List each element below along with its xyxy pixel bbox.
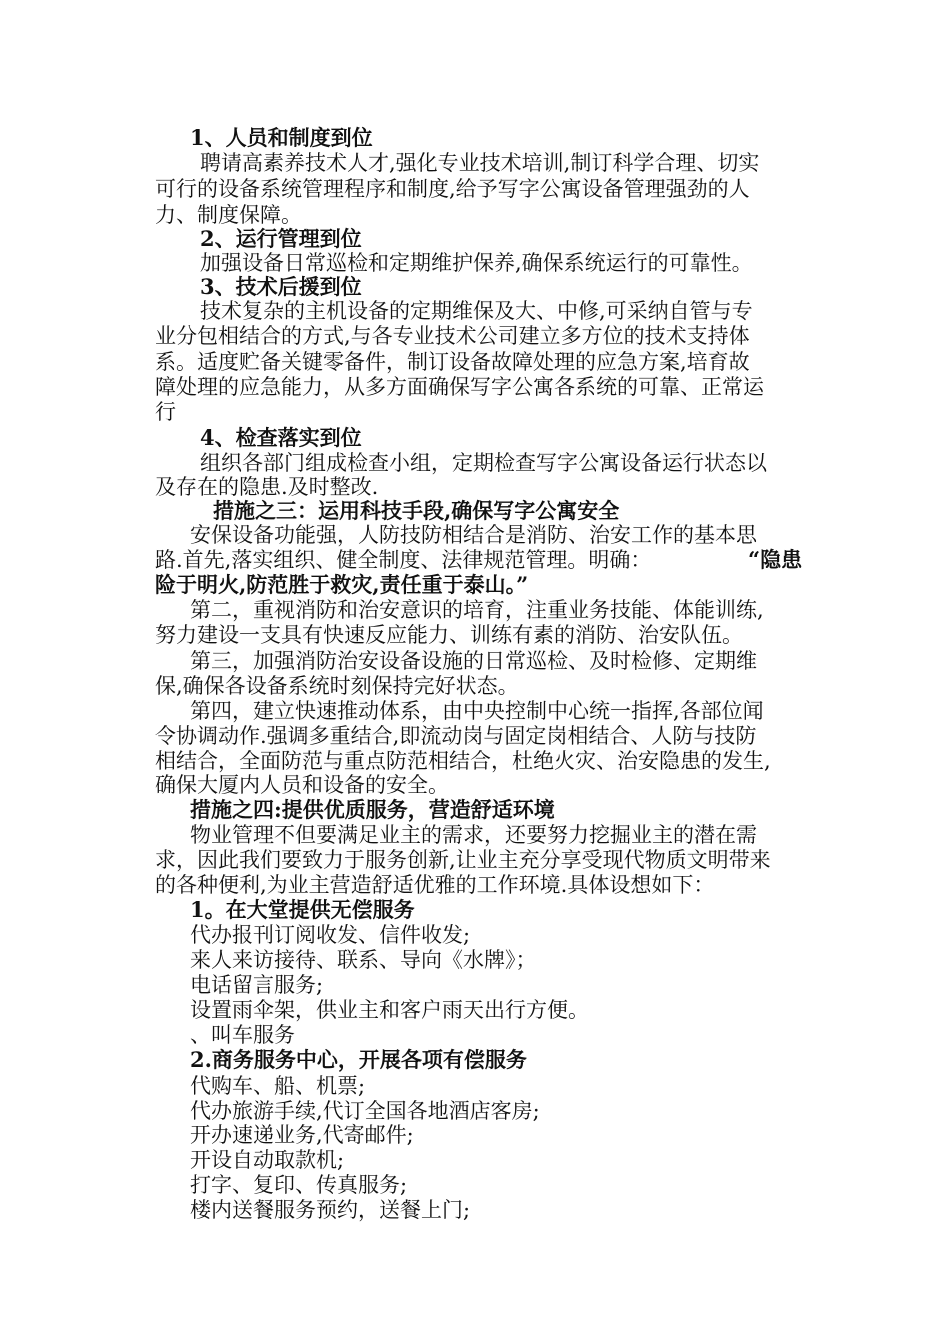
list-item: 代办报刊订阅收发、信件收发; [190, 923, 471, 947]
paragraph-line: 令协调动作.强调多重结合,即流动岗与固定岗相结合、人防与技防 [155, 724, 757, 748]
list-item: 楼内送餐服务预约，送餐上门; [190, 1198, 471, 1222]
heading-operation-management: 2、运行管理到位 [200, 226, 362, 251]
paragraph-line: 第二，重视消防和治安意识的培育，注重业务技能、体能训练, [190, 598, 764, 622]
heading-business-center: 2.商务服务中心，开展各项有偿服务 [190, 1047, 527, 1072]
paragraph-line: 力、制度保障。 [155, 203, 302, 227]
list-item: 开办速递业务,代寄邮件; [190, 1123, 414, 1147]
paragraph-line: 的各种便利,为业主营造舒适优雅的工作环境.具体设想如下： [155, 873, 715, 897]
slogan-start: “隐患 [748, 547, 803, 572]
heading-measure-three: 措施之三：运用科技手段,确保写字公寓安全 [213, 498, 620, 523]
list-item: 、叫车服务 [190, 1023, 295, 1047]
paragraph-line: 物业管理不但要满足业主的需求，还要努力挖掘业主的潜在需 [190, 823, 757, 847]
list-item: 代购车、船、机票; [190, 1074, 366, 1098]
paragraph-line: 技术复杂的主机设备的定期维保及大、中修,可采纳自管与专 [200, 299, 753, 323]
paragraph-line: 可行的设备系统管理程序和制度,给予写字公寓设备管理强劲的人 [155, 177, 750, 201]
paragraph-line: 努力建设一支具有快速反应能力、训练有素的消防、治安队伍。 [155, 623, 743, 647]
list-item: 打字、复印、传真服务; [190, 1173, 408, 1197]
paragraph-line: 路.首先,落实组织、健全制度、法律规范管理。明确： [155, 548, 652, 572]
paragraph-line: 及存在的隐患.及时整改. [155, 475, 379, 499]
paragraph-line: 行 [155, 400, 176, 424]
list-item: 代办旅游手续,代订全国各地酒店客房; [190, 1099, 540, 1123]
heading-inspection: 4、检查落实到位 [200, 425, 362, 450]
paragraph-line: 相结合，全面防范与重点防范相结合，杜绝火灾、治安隐患的发生, [155, 749, 771, 773]
list-item: 开设自动取款机; [190, 1148, 345, 1172]
paragraph-line: 求，因此我们要致力于服务创新,让业主充分享受现代物质文明带来 [155, 848, 771, 872]
paragraph-line: 第三，加强消防治安设备设施的日常巡检、及时检修、定期维 [190, 649, 757, 673]
heading-measure-four: 措施之四:提供优质服务，营造舒适环境 [190, 797, 555, 822]
paragraph-line: 确保大厦内人员和设备的安全。 [155, 773, 449, 797]
paragraph-line: 障处理的应急能力，从多方面确保写字公寓各系统的可靠、正常运 [155, 375, 764, 399]
paragraph-line: 系。适度贮备关键零备件，制订设备故障处理的应急方案,培育故 [155, 350, 750, 374]
slogan-line: 险于明火,防范胜于救灾,责任重于泰山。” [155, 572, 529, 597]
list-item: 电话留言服务; [190, 973, 324, 997]
heading-technical-support: 3、技术后援到位 [200, 274, 362, 299]
heading-lobby-services: 1。在大堂提供无偿服务 [190, 897, 415, 922]
paragraph-line: 安保设备功能强，人防技防相结合是消防、治安工作的基本思 [190, 523, 757, 547]
heading-personnel-system: 1、人员和制度到位 [190, 125, 373, 150]
paragraph-line: 保,确保各设备系统时刻保持完好状态。 [155, 674, 519, 698]
paragraph-line: 聘请高素养技术人才,强化专业技术培训,制订科学合理、切实 [200, 151, 760, 175]
paragraph-line: 第四，建立快速推动体系，由中央控制中心统一指挥,各部位闻 [190, 699, 764, 723]
paragraph-line: 加强设备日常巡检和定期维护保养,确保系统运行的可靠性。 [200, 251, 753, 275]
paragraph-line: 业分包相结合的方式,与各专业技术公司建立多方位的技术支持体 [155, 324, 750, 348]
paragraph-line: 组织各部门组成检查小组，定期检查写字公寓设备运行状态以 [200, 451, 767, 475]
list-item: 设置雨伞架，供业主和客户雨天出行方便。 [190, 998, 589, 1022]
list-item: 来人来访接待、联系、导向《水牌》； [190, 948, 537, 972]
